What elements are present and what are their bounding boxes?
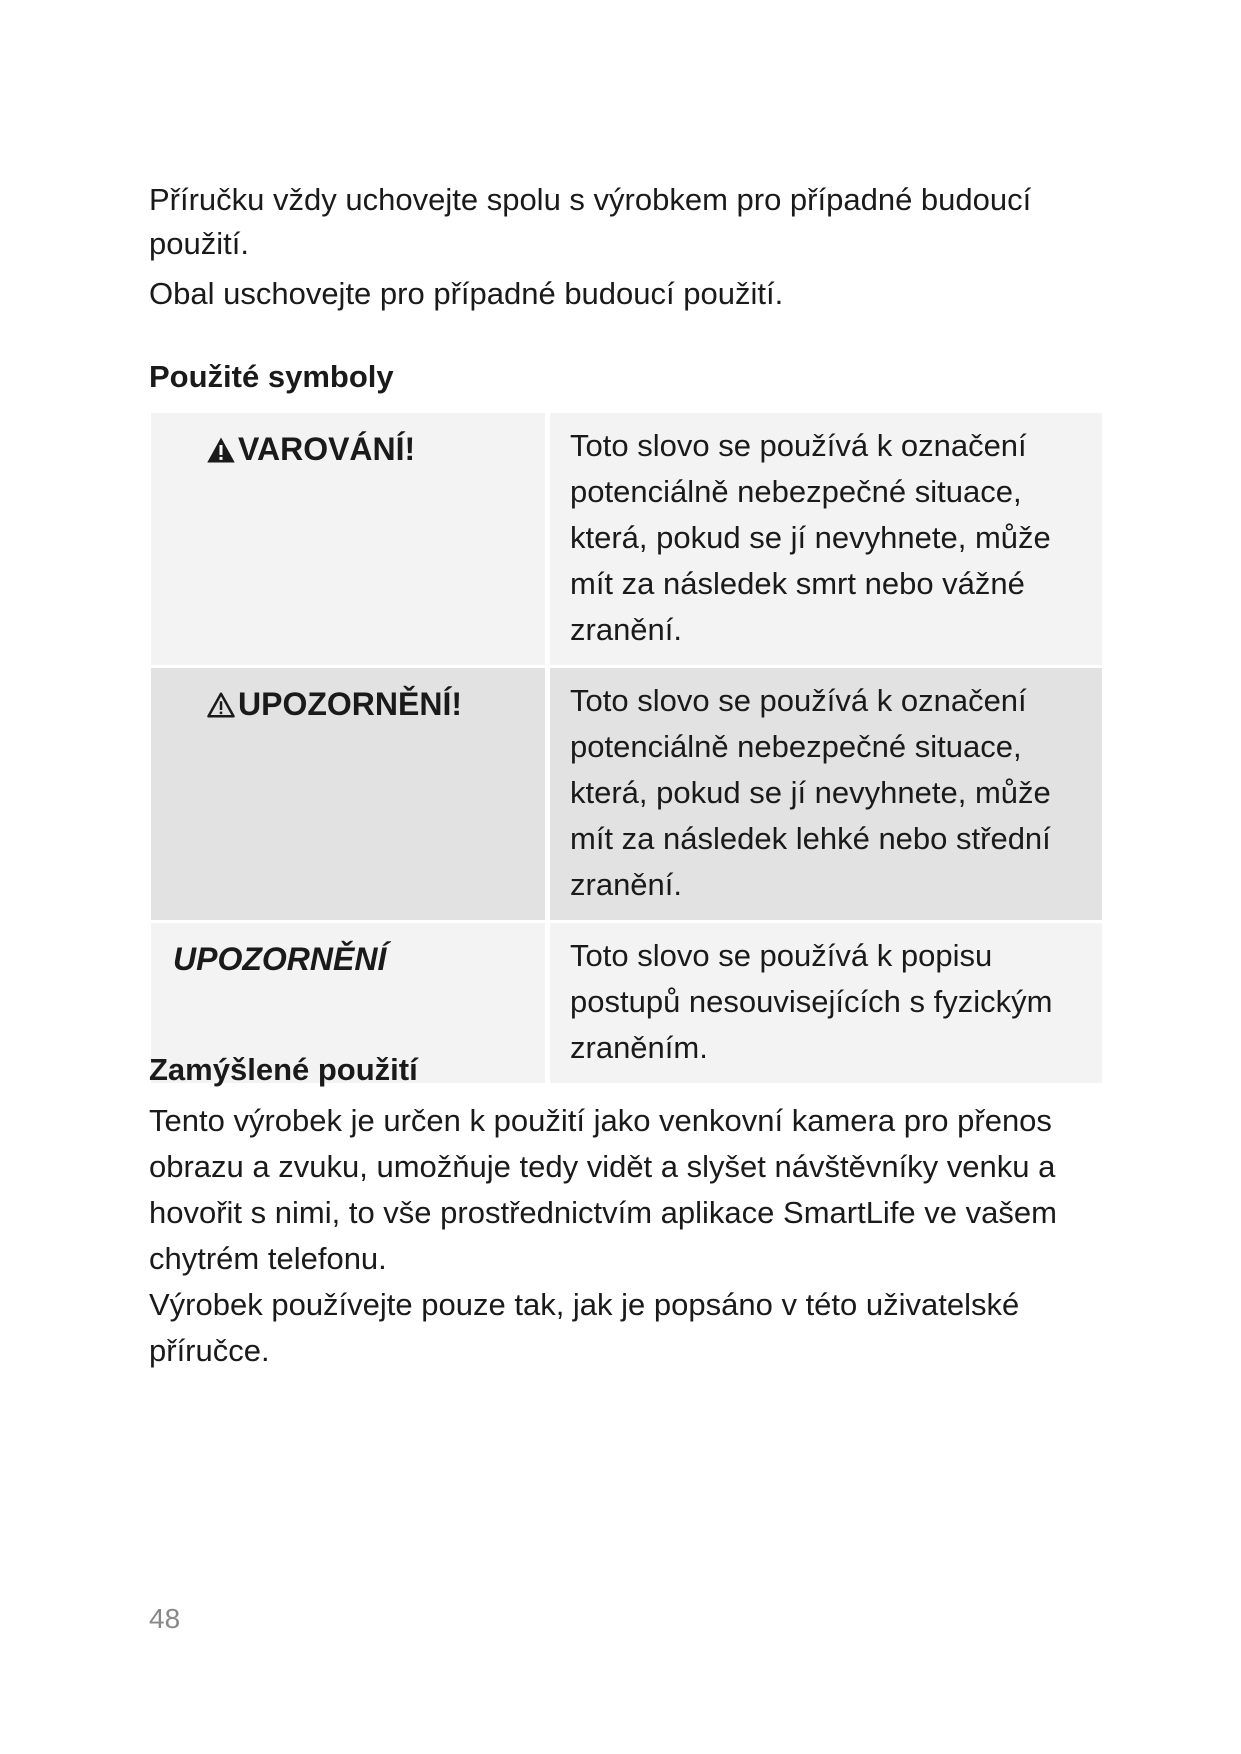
intro-section (149, 178, 1109, 322)
signal-word-cell (151, 668, 545, 920)
warning-triangle-filled-icon (206, 435, 236, 465)
intended-use-paragraph-2: Výrobek používejte pouze tak, jak je popsáno v této uživatelské příručce. (149, 1287, 1020, 1368)
intended-use-paragraph-1: Tento výrobek je určen k použití jako venkovní kamera pro přenos obrazu a zvuku, umožňuje tedy vidět a slyšet návštěvníky venku a hovořit s nimi, to vše prostřednictvím aplikace SmartLife ve vašem chytrém telefonu. (149, 1103, 1057, 1276)
symbol-row (151, 413, 1102, 665)
symbols-heading: Použité symboly (149, 359, 394, 394)
page-number: 48 (149, 1603, 181, 1634)
signal-word: UPOZORNĚNÍ (173, 941, 387, 977)
signal-word: UPOZORNĚNÍ! (238, 686, 462, 722)
signal-word-cell (151, 413, 545, 665)
warning-triangle-outline-icon (206, 690, 236, 720)
intended-use-heading: Zamýšlené použití (149, 1052, 418, 1087)
intended-use-section (149, 1098, 1109, 1374)
signal-word: VAROVÁNÍ! (238, 431, 416, 467)
signal-description: Toto slovo se používá k popisu postupů nesouvisejících s fyzickým zraněním. (550, 923, 1102, 1083)
symbol-row (151, 668, 1102, 920)
symbols-table (151, 413, 1102, 1083)
intro-paragraph-2: Obal uschovejte pro případné budoucí použití. (149, 276, 784, 311)
signal-description: Toto slovo se používá k označení potenciálně nebezpečné situace, která, pokud se jí nevyhnete, může mít za následek lehké nebo střední zranění. (550, 668, 1102, 920)
intro-paragraph-1: Příručku vždy uchovejte spolu s výrobkem pro případné budoucí použití. (149, 182, 1032, 261)
signal-description: Toto slovo se používá k označení potenciálně nebezpečné situace, která, pokud se jí nevyhnete, může mít za následek smrt nebo vážné zranění. (550, 413, 1102, 665)
